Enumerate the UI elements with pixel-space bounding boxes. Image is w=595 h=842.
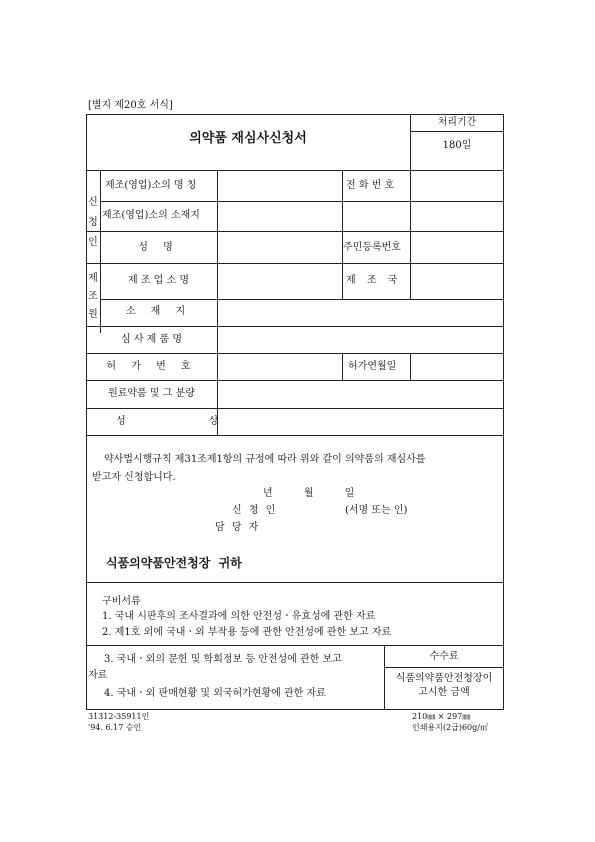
processing-label: 처리기간 [437, 117, 477, 128]
resident-label: 주민등록번호 [343, 242, 401, 253]
rule [410, 263, 411, 299]
document-item-4: 4. 국내ㆍ외 판매현황 및 외국허가현황에 관한 자료 [104, 688, 326, 699]
rule [86, 326, 504, 327]
mfg-addr-label: 제조(영업)소의 소재지 [102, 210, 200, 221]
rule [86, 408, 504, 409]
rule [410, 131, 504, 132]
rule [410, 231, 411, 263]
manufacturer-group-label: 제조원 [88, 273, 98, 320]
fee-line1: 식품의약품안전청장이 [395, 673, 493, 684]
applicant-group-label: 신청인 [88, 197, 98, 248]
footer-paper: 인쇄용지(2급)60g/㎡ [412, 723, 488, 732]
footer-code: 31312-35911인 [88, 712, 150, 721]
statement-line1: 약사법시행규칙 제31조제1항의 규정에 따라 위와 같이 의약품의 재심사를 [104, 454, 426, 465]
mfg-site-addr-label: 소 재 지 [125, 306, 192, 317]
date-line: 년 월 일 [263, 488, 369, 499]
document-item-3-cont: 자료 [88, 670, 108, 681]
phone-label: 전 화 번 호 [346, 180, 395, 191]
statement-line2: 받고자 신청합니다. [92, 472, 176, 483]
form-title: 의약품 재심사신청서 [189, 131, 307, 146]
permit-date-label: 허가연월일 [348, 361, 397, 372]
rule [384, 667, 504, 668]
rule [217, 170, 218, 435]
properties-label: 성 상 [116, 416, 259, 427]
name-label: 성 명 [138, 242, 179, 253]
mfg-site-name-label: 제 조 업 소 명 [127, 275, 189, 286]
ingredients-label: 원료약품 및 그 분량 [108, 388, 195, 399]
rule [342, 353, 343, 380]
mfg-name-label: 제조(영업)소의 명 칭 [105, 180, 197, 191]
rule [86, 263, 504, 264]
addressee: 식품의약품안전청장 귀하 [106, 556, 242, 570]
documents-title: 구비서류 [102, 596, 141, 607]
rule [100, 299, 504, 300]
fee-line2: 고시한 금액 [418, 687, 470, 698]
country-label: 제 조 국 [346, 275, 402, 286]
manager-label: 담 당 자 [215, 522, 261, 533]
footer-approval: '94. 6.17 승인 [88, 723, 142, 732]
rule [86, 170, 504, 171]
processing-value: 180일 [442, 140, 472, 151]
rule [86, 435, 504, 436]
applicant-sign-label: 신 청 인 [232, 505, 278, 516]
rule [410, 353, 411, 380]
document-item-3: 3. 국내ㆍ외의 문헌 및 학회정보 등 안전성에 관한 보고 [104, 654, 342, 665]
rule [100, 201, 504, 202]
document-item-1: 1. 국내 시판후의 조사결과에 의한 안전성ㆍ유효성에 관한 자료 [102, 611, 376, 622]
footer-size: 210㎜ × 297㎜ [412, 712, 471, 721]
rule [86, 380, 504, 381]
product-label: 심 사 제 품 명 [120, 334, 182, 345]
form-code: [별지 제20호 서식] [88, 100, 173, 111]
rule [86, 231, 504, 232]
sign-note: (서명 또는 인) [345, 505, 408, 516]
rule [86, 582, 504, 583]
rule [86, 645, 504, 646]
rule [86, 353, 504, 354]
fee-label: 수수료 [429, 651, 459, 662]
document-item-2: 2. 제1호 외에 국내ㆍ외 부작용 등에 관한 안전성에 관한 보고 자료 [102, 627, 392, 638]
permit-label: 허 가 번 호 [106, 361, 197, 372]
rule [342, 263, 343, 299]
